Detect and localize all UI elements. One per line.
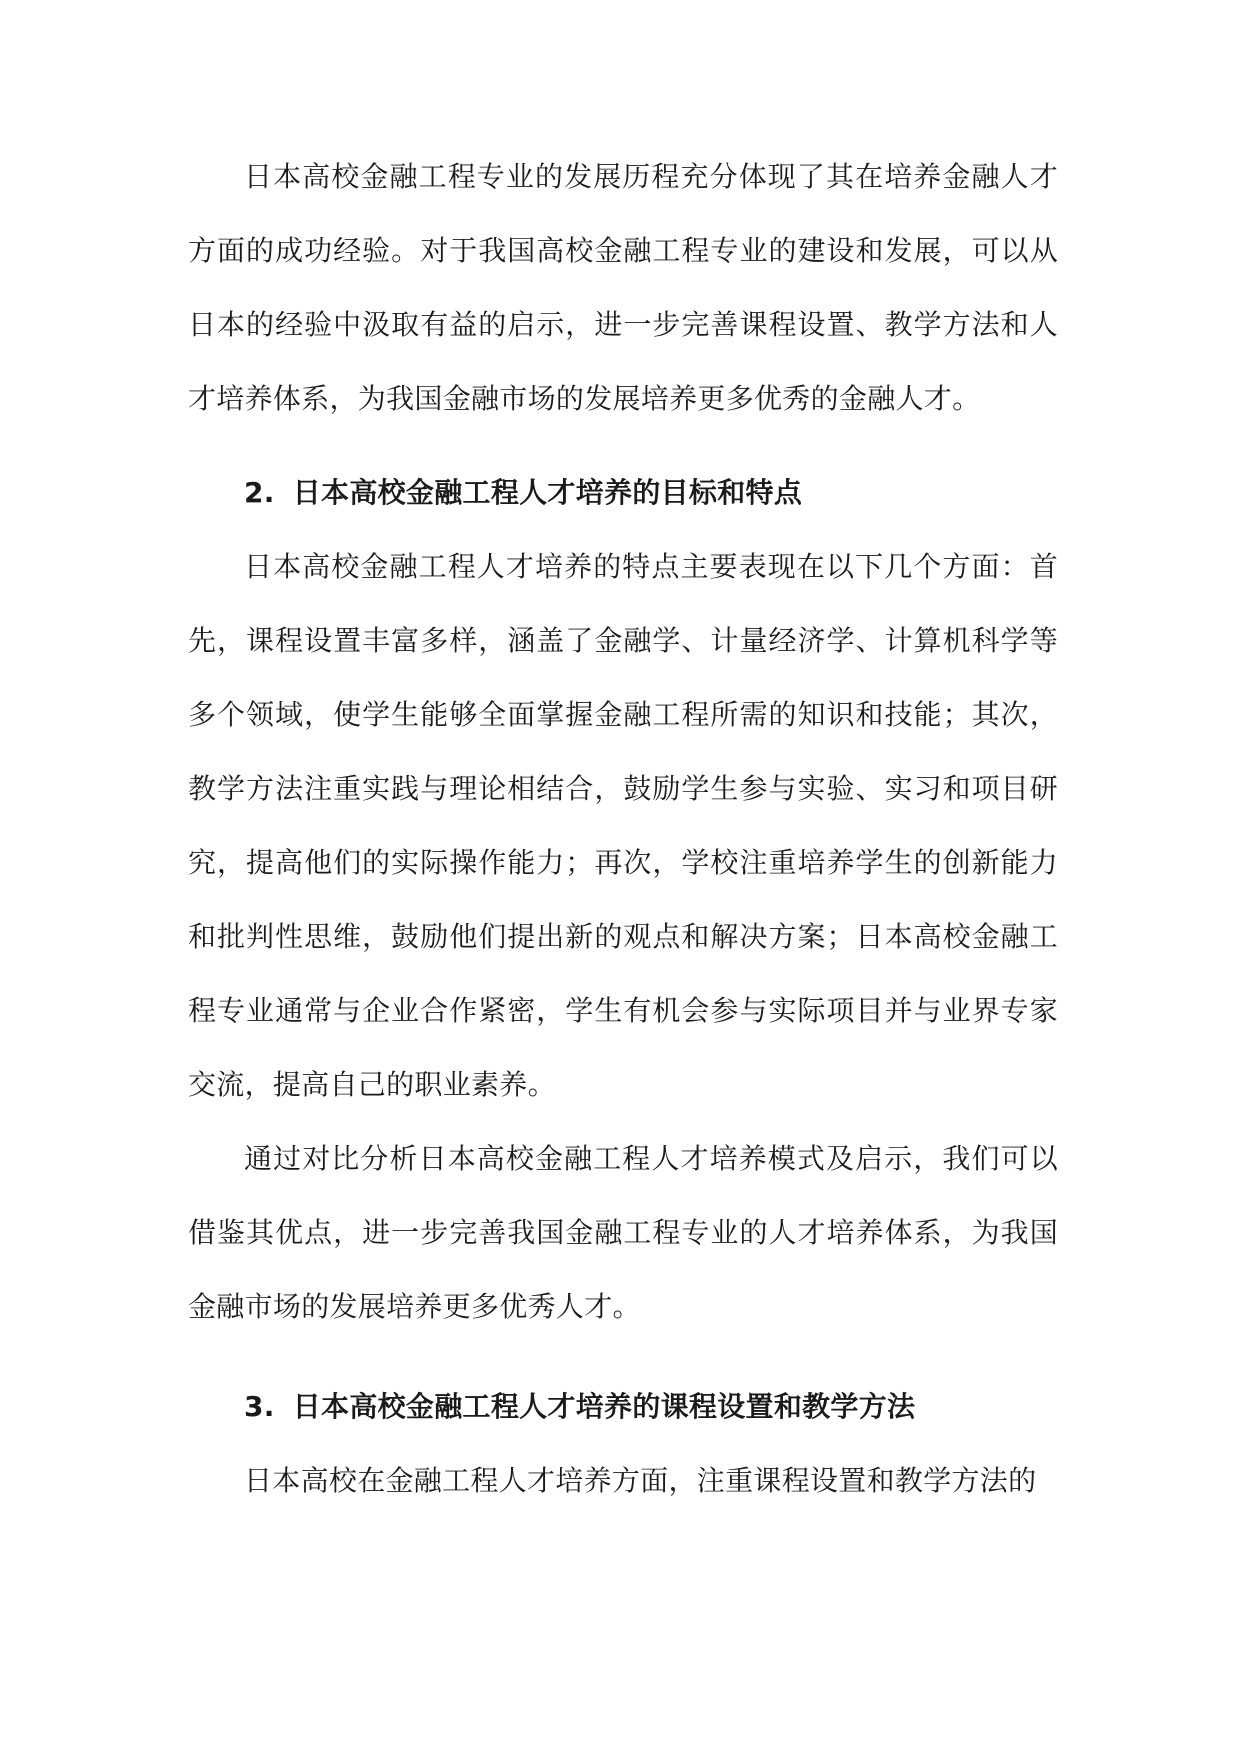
- section-heading-2: [188, 456, 1058, 530]
- paragraph-intro: 日本高校金融工程专业的发展历程充分体现了其在培养金融人才方面的成功经验。对于我国高校金融工程专业的建设和发展，可以从日本的经验中汲取有益的启示，进一步完善课程设置、教学方法和人才培养体系，为我国金融市场的发展培养更多优秀的金融人才。: [188, 160, 1058, 415]
- document-body: [188, 140, 1058, 1518]
- paragraph-curriculum: 日本高校在金融工程人才培养方面，注重课程设置和教学方法的: [244, 1464, 1037, 1497]
- section-title-3: 日本高校金融工程人才培养的课程设置和教学方法: [292, 1390, 916, 1423]
- section-number-3: 3.: [244, 1390, 275, 1423]
- section-number-2: 2.: [244, 476, 275, 509]
- paragraph-features: 日本高校金融工程人才培养的特点主要表现在以下几个方面：首先，课程设置丰富多样，涵盖了金融学、计量经济学、计算机科学等多个领域，使学生能够全面掌握金融工程所需的知识和技能；其次，教学方法注重实践与理论相结合，鼓励学生参与实验、实习和项目研究，提高他们的实际操作能力；再次，学校注重培养学生的创新能力和批判性思维，鼓励他们提出新的观点和解决方案；日本高校金融工程专业通常与企业合作紧密，学生有机会参与实际项目并与业界专家交流，提高自己的职业素养。: [188, 550, 1058, 1101]
- section-title-2: 日本高校金融工程人才培养的目标和特点: [292, 476, 803, 509]
- paragraph-comparison: 通过对比分析日本高校金融工程人才培养模式及启示，我们可以借鉴其优点，进一步完善我国金融工程专业的人才培养体系，为我国金融市场的发展培养更多优秀人才。: [188, 1142, 1058, 1323]
- section-heading-3: [188, 1370, 1058, 1444]
